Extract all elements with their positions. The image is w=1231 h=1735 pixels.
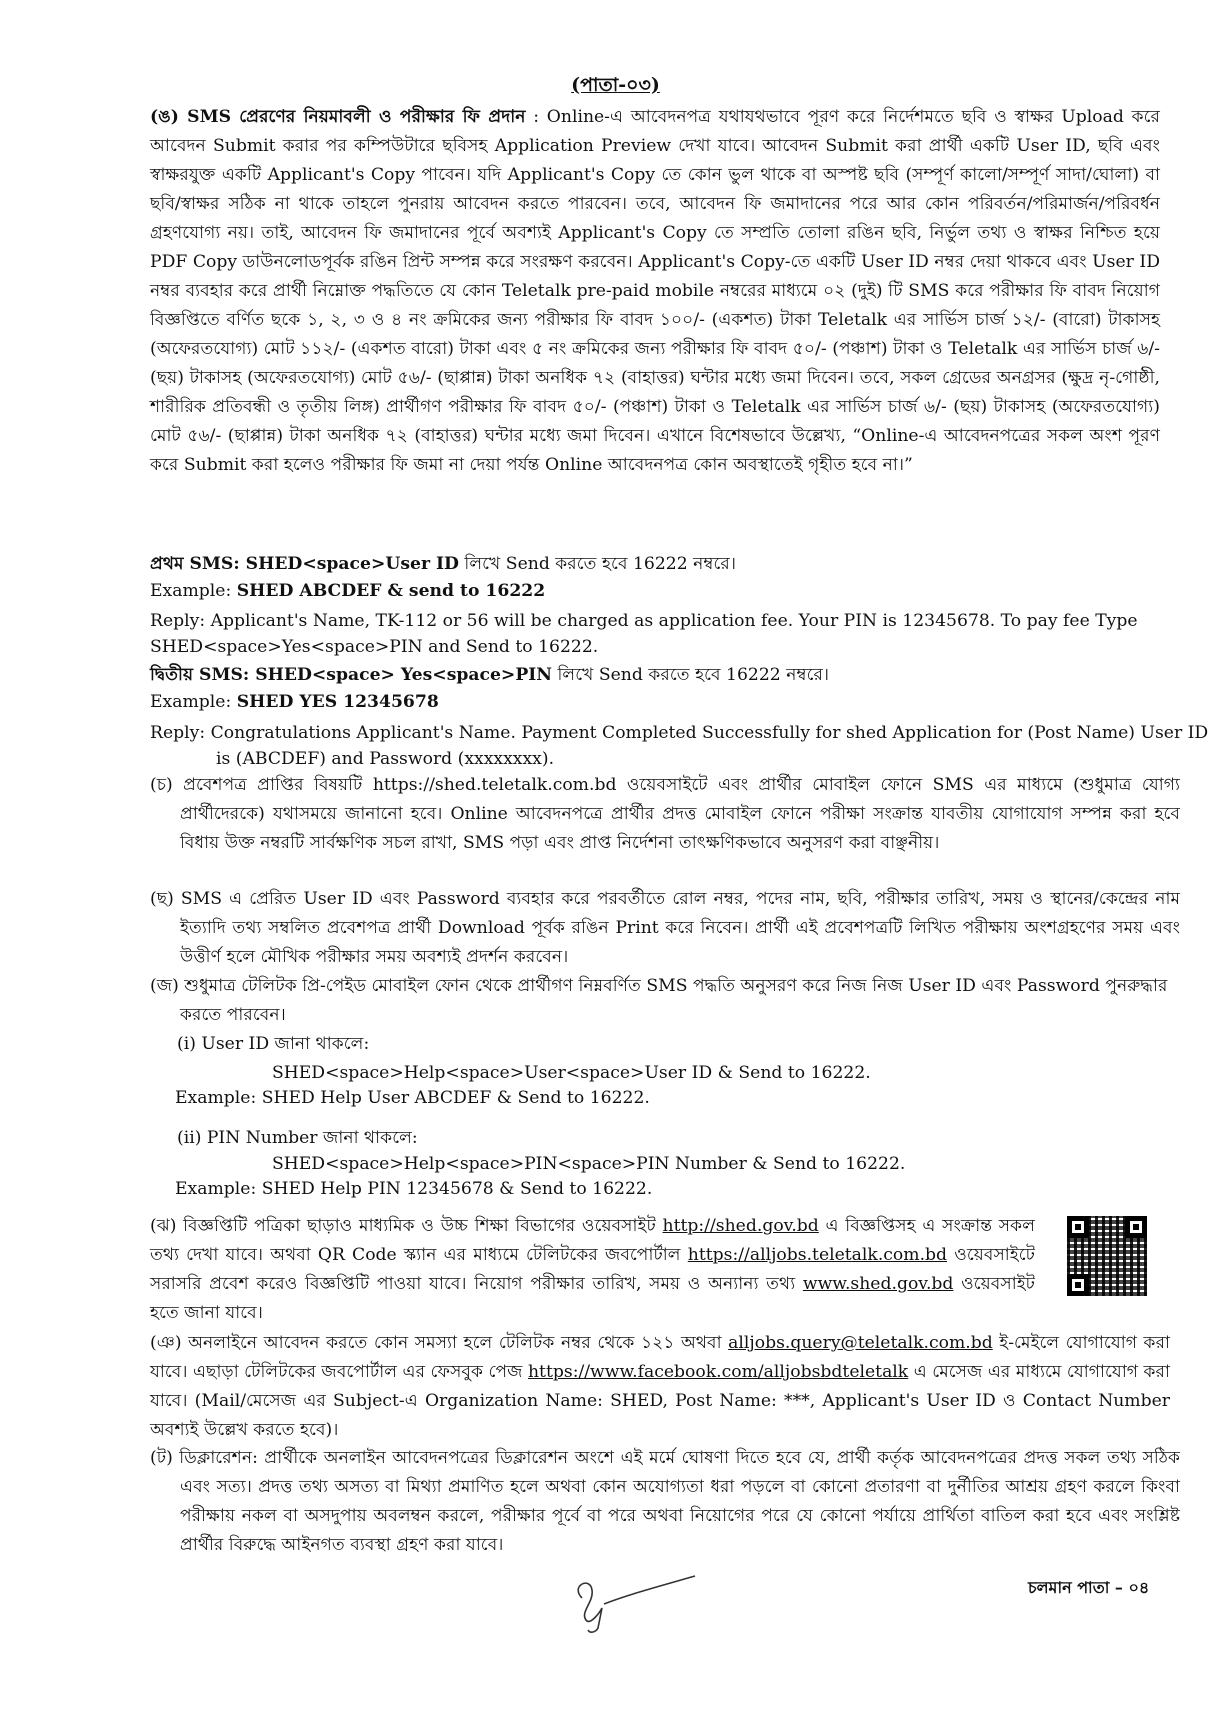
sms2-example-label: Example: (150, 692, 237, 712)
section-recovery-intro: (জ) শুধুমাত্র টেলিটক প্রি-পেইড মোবাইল ফোন থেকে প্রার্থীগণ নিম্নবর্ণিত SMS পদ্ধতি অনুসরণ করে নিজ নিজ User ID এবং Password পুনরুদ্ধার করতে পারবেন। (150, 976, 1168, 1025)
support-email-link[interactable]: alljobs.query@teletalk.com.bd (728, 1333, 993, 1353)
recovery-pin-command: SHED<space>Help<space>PIN<space>PIN Number & Send to 16222. (272, 1154, 906, 1174)
section-admit-card-download: (ছ) SMS এ প্রেরিত User ID এবং Password ব্যবহার করে পরবর্তীতে রোল নম্বর, পদের নাম, ছবি, পরীক্ষার তারিখ, সময় ও স্থানের/কেন্দ্রের নাম ইত্যাদি তথ্য সম্বলিত প্রবেশপত্র প্রার্থী Download পূর্বক রঙিন Print করে নিবেন। প্রার্থী এই প্রবেশপত্রটি লিখিত পরীক্ষায় অংশগ্রহণের সময় এবং উত্তীর্ণ হলে মৌখিক পরীক্ষার সময় অবশ্যই প্রদর্শন করবেন। (150, 889, 1180, 967)
recovery-pin-label: (ii) PIN Number জানা থাকলে: (177, 1128, 418, 1148)
section-sms-rules (150, 103, 1160, 480)
sms1-line (150, 550, 1160, 579)
continued-page-note: চলমান পাতা – ০৪ (1028, 1578, 1150, 1597)
sms2-line (150, 661, 1160, 690)
recovery-user-id-command: SHED<space>Help<space>User<space>User ID & Send to 16222. (272, 1063, 871, 1083)
support-text-a: (ঞ) অনলাইনে আবেদন করতে কোন সমস্যা হলে টেলিটক নম্বর থেকে ১২১ অথবা (150, 1333, 729, 1353)
recovery-user-id-label: (i) User ID জানা থাকলে: (177, 1034, 370, 1054)
facebook-page-link[interactable]: https://www.facebook.com/alljobsbdteletalk (527, 1362, 909, 1382)
support-text-b: ই-মেইলে যোগাযোগ করা যাবে। এছাড়া টেলিটকের জবপোর্টাল এর ফেসবুক পেজ (150, 1333, 1171, 1382)
sms1-example-label: Example: (150, 581, 237, 601)
section-sms-rules-heading: (ঙ) SMS প্রেরণের নিয়মাবলী ও পরীক্ষার ফি প্রদান (150, 107, 526, 127)
shed-website-link[interactable]: http://shed.gov.bd (662, 1216, 819, 1236)
shed-www-link[interactable]: www.shed.gov.bd (802, 1274, 954, 1294)
page-number-header: (পাতা-০৩) (571, 74, 660, 96)
sms2-reply: Reply: Congratulations Applicant's Name. Payment Completed Successfully for shed Application for (Post Name) User ID is (ABCDEF) and Password (xxxxxxxx). (150, 723, 1209, 769)
sms2-example-value: SHED YES 12345678 (236, 692, 439, 712)
support-text-c: এ মেসেজ এর মাধ্যমে যোগাযোগ করা যাবে। (Mail/মেসেজ এর Subject-এ Organization Name: SHED, Post Name: ***, Applicant's User ID ও Contact Number অবশ্যই উল্লেখ করতে হবে)। (150, 1362, 1170, 1440)
sms1-command: SHED<space>User ID (239, 554, 459, 574)
sms2-command: SHED<space> Yes<space>PIN (249, 665, 553, 685)
sms2-label: দ্বিতীয় SMS: (150, 665, 250, 685)
website-info-text-a: (ঝ) বিজ্ঞপ্তিটি পত্রিকা ছাড়াও মাধ্যমিক ও উচ্চ শিক্ষা বিভাগের ওয়েবসাইট (150, 1216, 663, 1236)
sms1-label: প্রথম SMS: (150, 554, 240, 574)
handwritten-signature-icon (560, 1568, 700, 1638)
sms2-instruction: লিখে Send করতে হবে 16222 নম্বরে। (552, 665, 830, 685)
sms1-reply: Reply: Applicant's Name, TK-112 or 56 will be charged as application fee. Your PIN is 12345678. To pay fee Type SHED<space>Yes<space>PIN and Send to 16222. (150, 611, 1138, 657)
section-declaration: (ট) ডিক্লারেশন: প্রার্থীকে অনলাইন আবেদনপত্রের ডিক্লারেশন অংশে এই মর্মে ঘোষণা দিতে হবে যে, প্রার্থী কর্তৃক আবেদনপত্রের প্রদত্ত সকল তথ্য সঠিক এবং সত্য। প্রদত্ত তথ্য অসত্য বা মিথ্যা প্রমাণিত হলে অথবা কোন অযোগ্যতা ধরা পড়লে বা কোনো প্রতারণা বা দুর্নীতির আশ্রয় গ্রহণ করলে কিংবা পরীক্ষায় নকল বা অসদুপায় অবলম্বন করলে, পরীক্ষার পূর্বে বা পরে অথবা নিয়োগের পরে যে কোনো পর্যায়ে প্রার্থিতা বাতিল করা হবে এবং সংশ্লিষ্ট প্রার্থীর বিরুদ্ধে আইনগত ব্যবস্থা গ্রহণ করা যাবে। (150, 1448, 1180, 1555)
qr-code-icon[interactable] (1067, 1216, 1147, 1296)
recovery-pin-example: Example: SHED Help PIN 12345678 & Send to 16222. (175, 1179, 653, 1199)
section-support-contact (150, 1329, 1170, 1445)
sms2-example (150, 688, 1160, 717)
section-admit-card-info: (চ) প্রবেশপত্র প্রাপ্তির বিষয়টি https://shed.teletalk.com.bd ওয়েবসাইটে এবং প্রার্থীর মোবাইল ফোনে SMS এর মাধ্যমে (শুধুমাত্র যোগ্য প্রার্থীদেরকে) যথাসময়ে জানানো হবে। Online আবেদনপত্রে প্রার্থীর প্রদত্ত মোবাইল ফোনে পরীক্ষা সংক্রান্ত যাবতীয় যোগাযোগ সম্পন্ন করা হবে বিধায় উক্ত নম্বরটি সার্বক্ষণিক সচল রাখা, SMS পড়া এবং প্রাপ্ত নির্দেশনা তাৎক্ষণিকভাবে অনুসরণ করা বাঞ্ছনীয়। (150, 775, 1180, 853)
website-info-text-d: ওয়েবসাইট হতে জানা যাবে। (150, 1274, 1036, 1323)
section-sms-rules-body: : Online-এ আবেদনপত্র যথাযথভাবে পূরণ করে নির্দেশমতে ছবি ও স্বাক্ষর Upload করে আবেদন Submit করার পর কম্পিউটারে ছবিসহ Application Preview দেখা যাবে। আবেদন Submit করা প্রার্থী একটি User ID, ছবি এবং স্বাক্ষরযুক্ত একটি Applicant's Copy পাবেন। যদি Applicant's Copy তে কোন ভুল থাকে বা অস্পষ্ট ছবি (সম্পূর্ণ কালো/সম্পূর্ণ সাদা/ঘোলা) বা ছবি/স্বাক্ষর সঠিক না থাকে তাহলে পুনরায় আবেদন করতে পারবেন। তবে, আবেদন ফি জমাদানের পরে আর কোন পরিবর্তন/পরিমার্জন/পরিবর্ধন গ্রহণযোগ্য নয়। তাই, আবেদন ফি জমাদানের পূর্বে অবশ্যই Applicant's Copy তে সম্প্রতি তোলা রঙিন ছবি, নির্ভুল তথ্য ও স্বাক্ষর নিশ্চিত হয়ে PDF Copy ডাউনলোডপূর্বক রঙিন প্রিন্ট সম্পন্ন করে সংরক্ষণ করবেন। Applicant's Copy-তে একটি User ID নম্বর দেয়া থাকবে এবং User ID নম্বর ব্যবহার করে প্রার্থী নিম্নোক্ত পদ্ধতিতে যে কোন Teletalk pre-paid mobile নম্বরের মাধ্যমে ০২ (দুই) টি SMS করে পরীক্ষার ফি বাবদ নিয়োগ বিজ্ঞপ্তিতে বর্ণিত ছকে ১, ২, ৩ ও ৪ নং ক্রমিকের জন্য পরীক্ষার ফি বাবদ ১০০/- (একশত) টাকা Teletalk এর সার্ভিস চার্জ ১২/- (বারো) টাকাসহ (অফেরতযোগ্য) মোট ১১২/- (একশত বারো) টাকা এবং ৫ নং ক্রমিকের জন্য পরীক্ষার ফি বাবদ ৫০/- (পঞ্চাশ) টাকা ও Teletalk এর সার্ভিস চার্জ ৬/- (ছয়) টাকাসহ (অফেরতযোগ্য) মোট ৫৬/- (ছাপ্পান্ন) টাকা অনধিক ৭২ (বাহাত্তর) ঘন্টার মধ্যে জমা দিবেন। তবে, সকল গ্রেডের অনগ্রসর (ক্ষুদ্র নৃ-গোষ্ঠী, শারীরিক প্রতিবন্ধী ও তৃতীয় লিঙ্গ) প্রার্থীগণ পরীক্ষার ফি বাবদ ৫০/- (পঞ্চাশ) টাকা ও Teletalk এর সার্ভিস চার্জ ৬/- (ছয়) টাকাসহ (অফেরতযোগ্য) মোট ৫৬/- (ছাপ্পান্ন) টাকা অনধিক ৭২ (বাহাত্তর) ঘন্টার মধ্যে জমা দিবেন। এখানে বিশেষভাবে উল্লেখ্য, “Online-এ আবেদনপত্রের সকল অংশ পূরণ করে Submit করা হলেও পরীক্ষার ফি জমা না দেয়া পর্যন্ত Online আবেদনপত্র কোন অবস্থাতেই গৃহীত হবে না।” (150, 107, 1160, 475)
website-info-text-c: ওয়েবসাইটে সরাসরি প্রবেশ করেও বিজ্ঞপ্তিটি পাওয়া যাবে। নিয়োগ পরীক্ষার তারিখ, সময় ও অন্যান্য তথ্য (150, 1245, 1035, 1294)
sms1-example (150, 577, 1160, 606)
website-info-text-b: এ বিজ্ঞপ্তিসহ এ সংক্রান্ত সকল তথ্য দেখা যাবে। অথবা QR Code স্ক্যান এর মাধ্যমে টেলিটকের জবপোর্টাল (150, 1216, 1035, 1265)
sms1-example-value: SHED ABCDEF & send to 16222 (236, 581, 546, 601)
sms1-instruction: লিখে Send করতে হবে 16222 নম্বরে। (458, 554, 737, 574)
alljobs-teletalk-link[interactable]: https://alljobs.teletalk.com.bd (687, 1245, 948, 1265)
section-website-info (150, 1212, 1035, 1328)
recovery-user-id-example: Example: SHED Help User ABCDEF & Send to 16222. (175, 1088, 650, 1108)
